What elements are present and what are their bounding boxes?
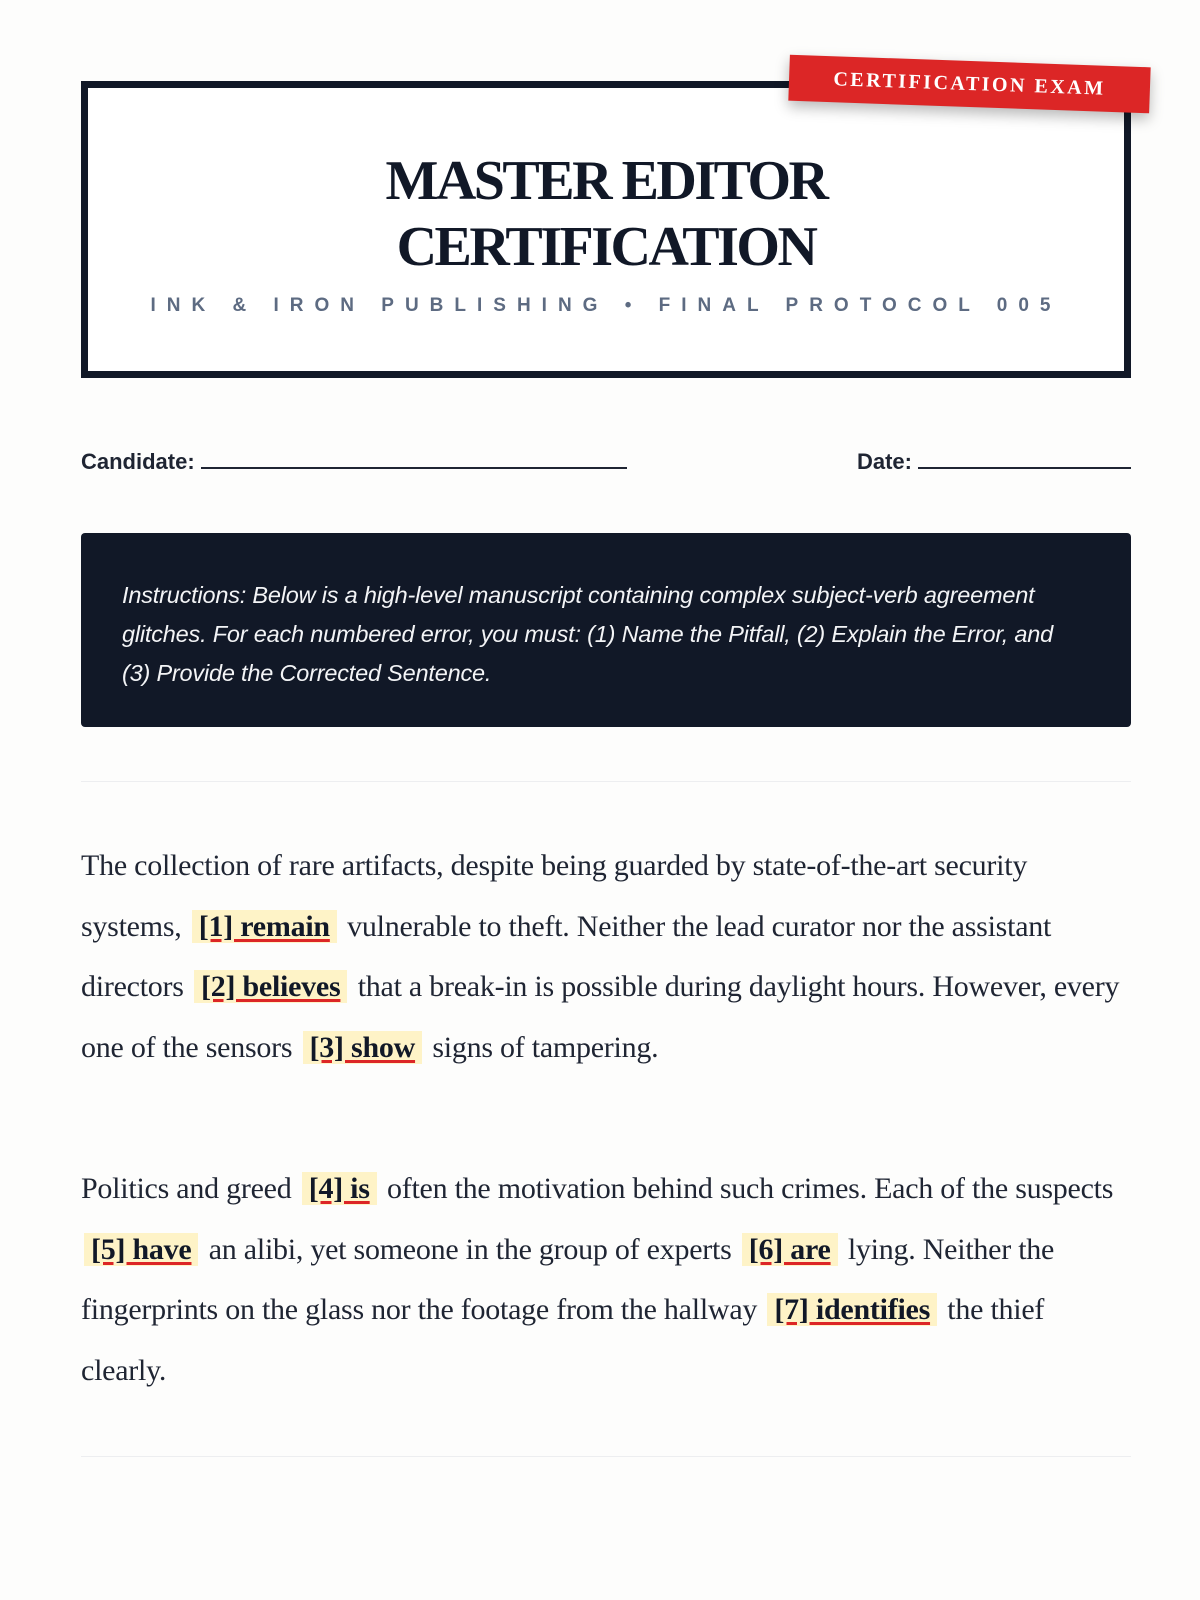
subtitle: INK & IRON PUBLISHING • FINAL PROTOCOL 005: [150, 295, 1062, 316]
header-box: [81, 81, 1131, 378]
candidate-date-row: [81, 447, 1131, 477]
title-line-2: CERTIFICATION: [396, 216, 816, 278]
error-marker-6[interactable]: [6] are: [742, 1233, 838, 1266]
candidate-field: [81, 447, 627, 475]
error-marker-4[interactable]: [4] is: [302, 1172, 377, 1205]
divider-top: [81, 781, 1131, 782]
candidate-label: Candidate:: [81, 449, 195, 474]
manuscript-text: The collection of rare artifacts, despite being guarded by state-of-the-art security systems,: [81, 849, 1028, 943]
error-marker-7[interactable]: [7] identifies: [767, 1293, 937, 1326]
date-blank-line[interactable]: [918, 447, 1131, 469]
manuscript-text: that a break-in is possible during daylight hours. However, every one of the sensors: [81, 970, 1120, 1064]
error-marker-3[interactable]: [3] show: [303, 1031, 423, 1064]
instructions-box: [81, 533, 1131, 727]
date-field: [857, 447, 1131, 475]
manuscript-paragraph-1: [81, 836, 1131, 1078]
candidate-blank-line[interactable]: [201, 447, 627, 469]
error-marker-2[interactable]: [2] believes: [194, 970, 347, 1003]
instructions-text: Instructions: Below is a high-level manuscript containing complex subject-verb agreement glitches. For each numbered error, you must: (1) Name the Pitfall, (2) Explain the Error, and (3) Provide the Corrected Sentence.: [122, 582, 1053, 686]
divider-bottom: [81, 1456, 1131, 1457]
date-label: Date:: [856, 449, 912, 474]
manuscript-text: lying. Neither the fingerprints on the glass nor the footage from the hallway: [81, 1232, 1055, 1326]
error-marker-5[interactable]: [5] have: [84, 1233, 198, 1266]
manuscript-text: the thief clearly.: [81, 1293, 1045, 1387]
title-line-1: MASTER EDITOR: [385, 150, 827, 212]
manuscript-text: Politics and greed: [81, 1172, 292, 1205]
manuscript-text: signs of tampering.: [432, 1030, 659, 1064]
error-marker-1[interactable]: [1] remain: [192, 910, 337, 943]
certification-stamp: CERTIFICATION EXAM: [788, 55, 1150, 114]
manuscript-text: an alibi, yet someone in the group of experts: [208, 1232, 732, 1266]
manuscript-paragraph-2: [81, 1159, 1131, 1401]
manuscript-text: often the motivation behind such crimes. Each of the suspects: [386, 1172, 1114, 1205]
page-title: [88, 148, 1124, 280]
manuscript-text: vulnerable to theft. Neither the lead curator nor the assistant directors: [81, 909, 1052, 1003]
